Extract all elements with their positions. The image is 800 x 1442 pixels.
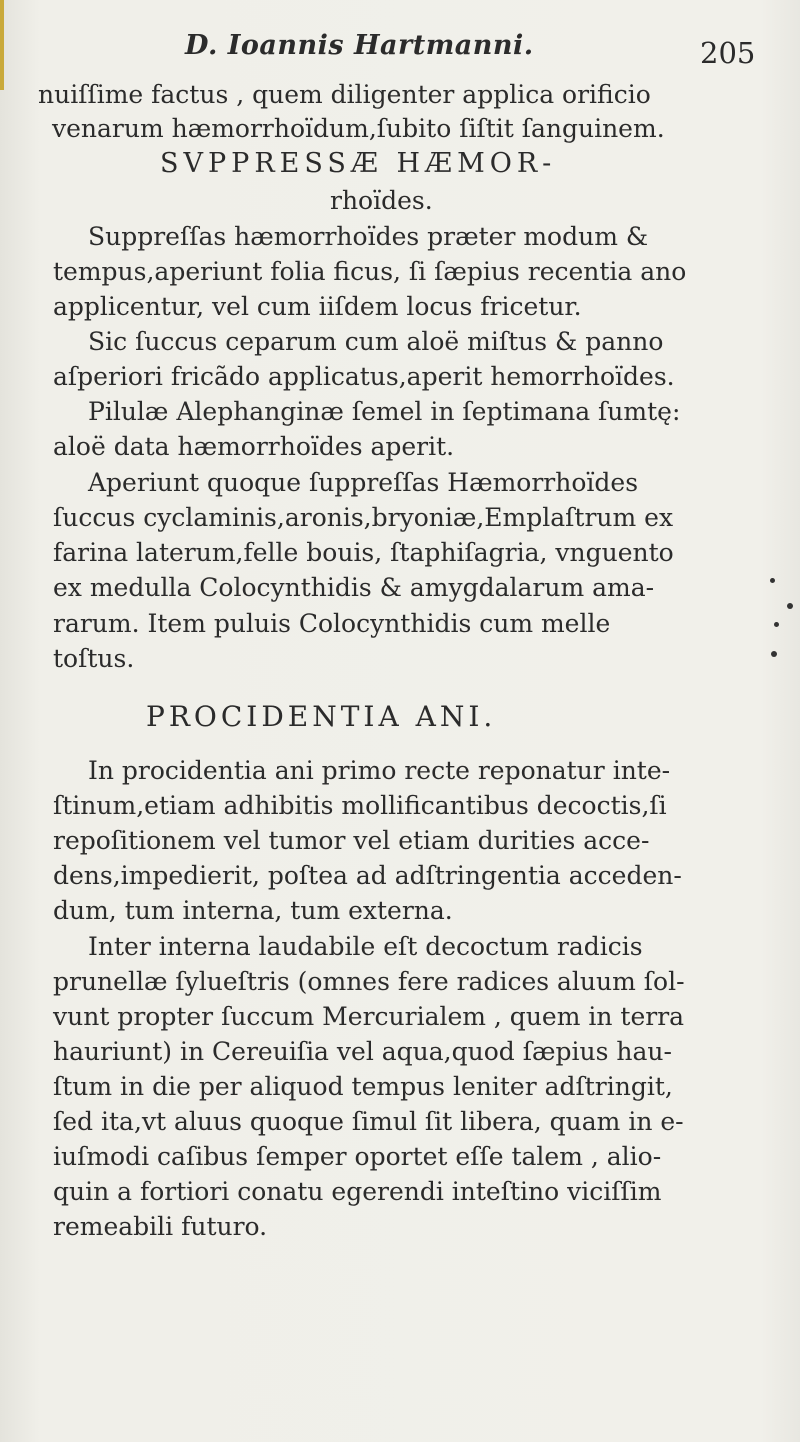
text-line: rarum. Item puluis Colocynthidis cum melle	[53, 609, 611, 638]
text-line: remeabili futuro.	[53, 1212, 268, 1241]
page-number: 205	[700, 36, 756, 70]
text-line: repoſitionem vel tumor vel etiam durities acce-	[53, 826, 650, 855]
text-line: ſuccus cyclaminis,aronis,bryoniæ,Emplaſtrum ex	[53, 503, 674, 532]
ink-speck	[787, 603, 793, 609]
text-line: In procidentia ani primo recte reponatur inte-	[88, 756, 671, 785]
running-title: D. Ioannis Hartmanni.	[185, 30, 534, 61]
text-line: aſperiori fricãdo applicatus,aperit hemorrhoïdes.	[53, 362, 675, 391]
text-line: Inter interna laudabile eſt decoctum radicis	[88, 932, 643, 961]
text-line: prunellæ ſylueſtris (omnes fere radices aluum ſol-	[53, 967, 685, 996]
ink-speck	[770, 578, 775, 583]
text-line: rhoïdes.	[330, 186, 433, 215]
text-line: farina laterum,felle bouis, ſtaphiſagria, vnguento	[53, 538, 674, 567]
text-line: ex medulla Colocynthidis & amygdalarum ama-	[53, 573, 655, 602]
text-line: tempus,aperiunt folia ficus, ſi ſæpius recentia ano	[53, 257, 687, 286]
text-line: Sic ſuccus ceparum cum aloë miſtus & panno	[88, 327, 664, 356]
text-line: iuſmodi caſibus ſemper oportet eſſe talem , alio-	[53, 1142, 662, 1171]
text-line: quin a fortiori conatu egerendi inteſtino viciſſim	[53, 1177, 662, 1206]
section-heading-suppression: SVPPRESSÆ HÆMOR-	[160, 148, 557, 179]
text-line: hauriunt) in Cereuiſia vel aqua,quod ſæpius hau-	[53, 1037, 672, 1066]
text-line: nuiſſime factus , quem diligenter applica orificio	[38, 80, 651, 109]
text-line: aloë data hæmorrhoïdes aperit.	[53, 432, 455, 461]
text-line: ſtum in die per aliquod tempus leniter adſtringit,	[53, 1072, 673, 1101]
text-line: Aperiunt quoque ſuppreſſas Hæmorrhoïdes	[88, 468, 639, 497]
text-line: applicentur, vel cum iiſdem locus fricetur.	[53, 292, 582, 321]
text-line: toſtus.	[53, 644, 135, 673]
ink-speck	[771, 651, 777, 657]
text-line: ſtinum,etiam adhibitis mollificantibus decoctis,ſi	[53, 791, 667, 820]
text-line: vunt propter ſuccum Mercurialem , quem in terra	[53, 1002, 685, 1031]
section-heading-procidentia: PROCIDENTIA ANI.	[146, 700, 497, 733]
text-line: ſed ita,vt aluus quoque ſimul ſit libera, quam in e-	[53, 1107, 684, 1136]
page-header	[0, 30, 800, 70]
text-line: dum, tum interna, tum externa.	[53, 896, 453, 925]
text-line: Suppreſſas hæmorrhoïdes præter modum &	[88, 222, 649, 251]
text-line: dens,impedierit, poſtea ad adſtringentia acceden-	[53, 861, 682, 890]
ink-speck	[774, 622, 779, 627]
text-line: Pilulæ Alephanginæ ſemel in ſeptimana ſumtę:	[88, 397, 681, 426]
text-line: venarum hæmorrhoïdum,ſubito ſiſtit ſanguinem.	[52, 114, 665, 143]
